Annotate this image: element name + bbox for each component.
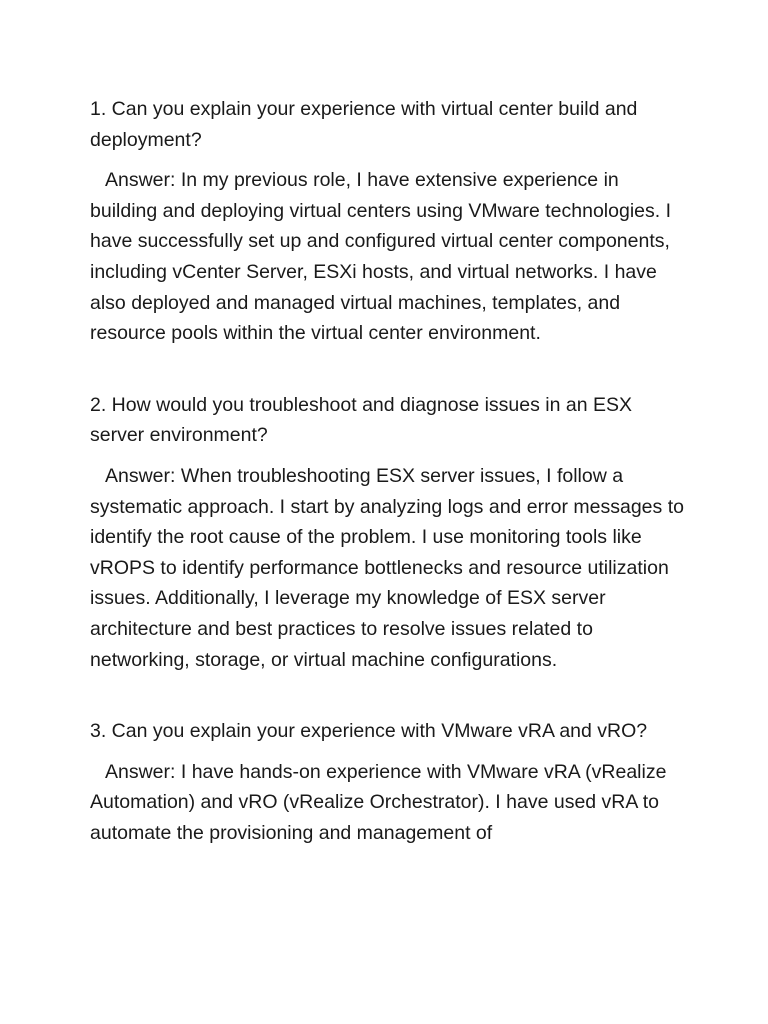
answer-3: Answer: I have hands-on experience with VMware vRA (vRealize Automation) and vRO (vRealize Orchestrator). I have used vRA to automate the provisioning and management of: [90, 760, 667, 844]
question-2: 2. How would you troubleshoot and diagnose issues in an ESX server environment?: [90, 393, 633, 447]
question-1: 1. Can you explain your experience with virtual center build and deployment?: [90, 98, 638, 151]
qa-item-2: [90, 390, 690, 675]
answer-2: Answer: When troubleshooting ESX server issues, I follow a systematic approach. I start by analyzing logs and error messages to identify the root cause of the problem. I use monitoring tools like vROPS to identify performance bottlenecks and resource utilization issues. Additionally, I leverage my knowledge of ESX server architecture and best practices to resolve issues related to networking, storage, or virtual machine configurations.: [90, 464, 684, 671]
document-body: [90, 94, 690, 848]
qa-item-3: [90, 716, 690, 848]
answer-1: Answer: In my previous role, I have extensive experience in building and deploying virtual centers using VMware technologies. I have successfully set up and configured virtual center components, including vCenter Server, ESXi hosts, and virtual networks. I have also deployed and managed virtual machines, templates, and resource pools within the virtual center environment.: [90, 169, 672, 345]
question-3: 3. Can you explain your experience with VMware vRA and vRO?: [90, 720, 648, 743]
qa-item-1: [90, 94, 690, 349]
